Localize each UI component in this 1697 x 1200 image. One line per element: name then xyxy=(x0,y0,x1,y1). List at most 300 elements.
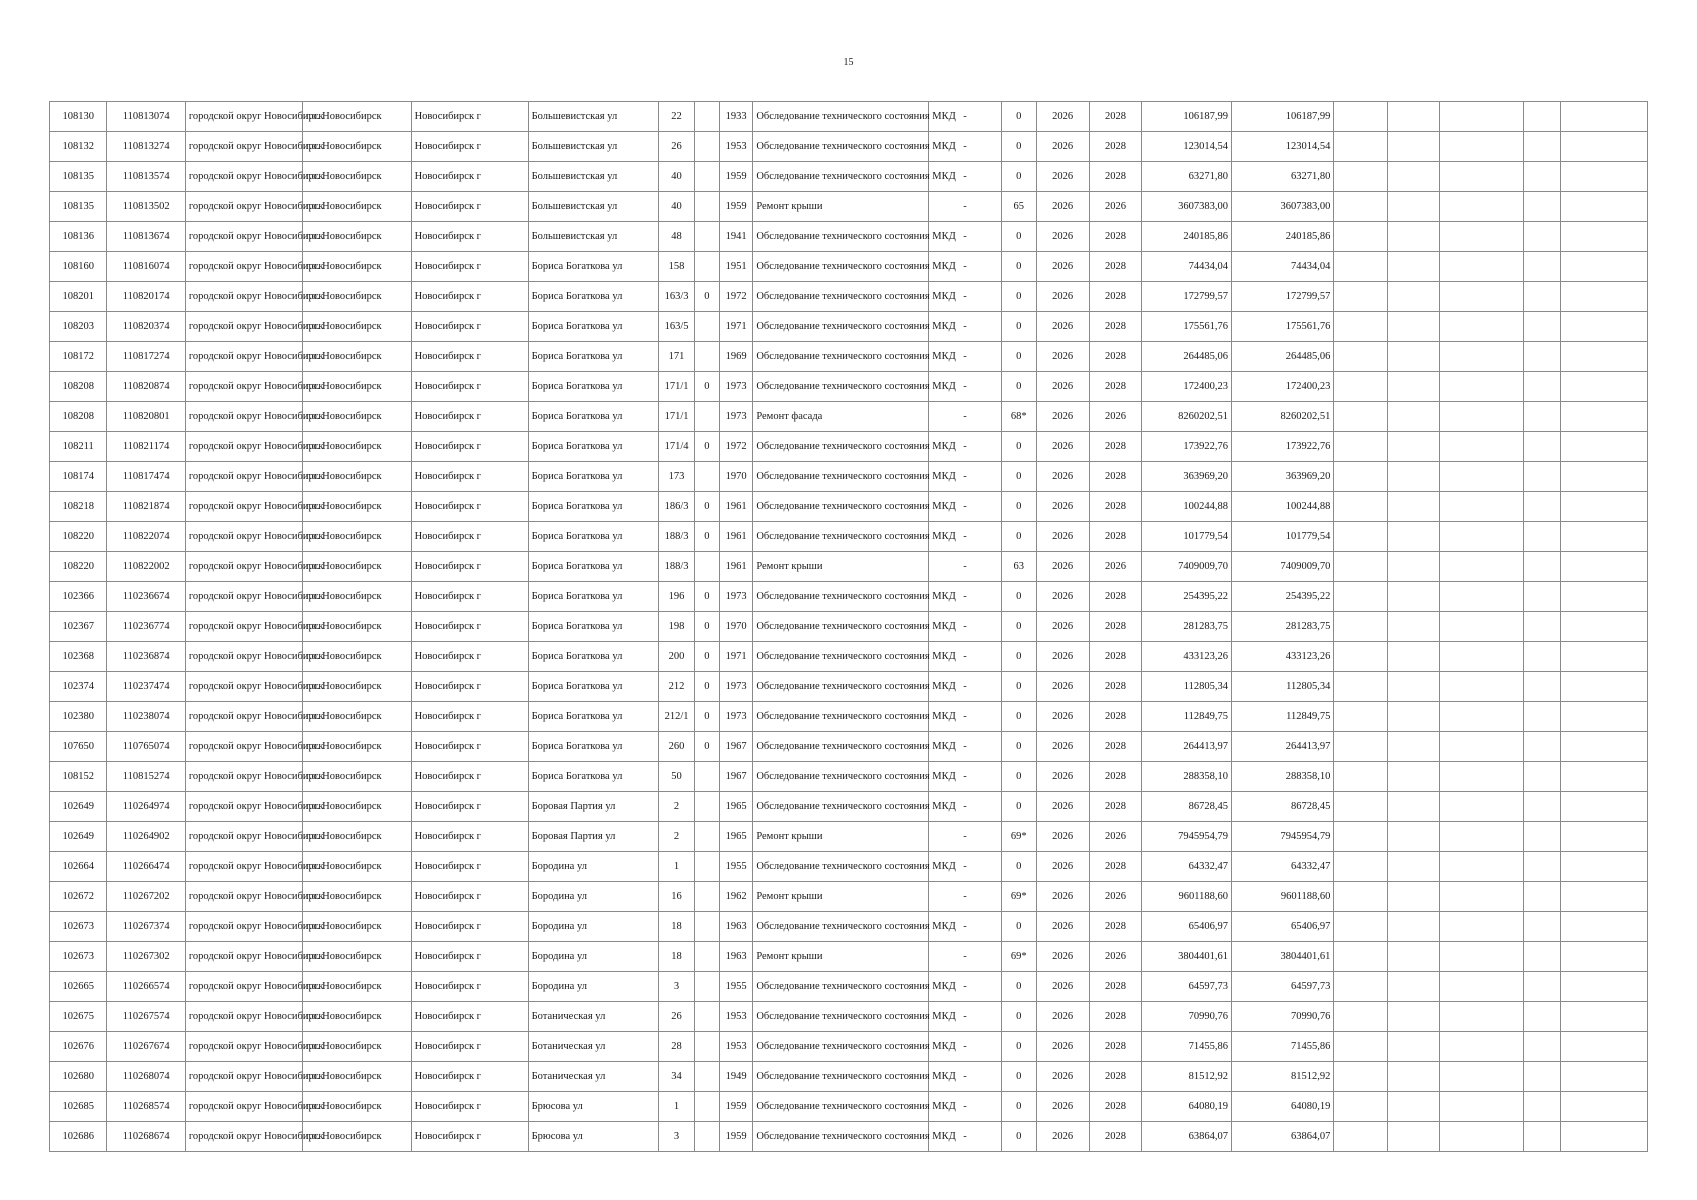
record-id: 108132 xyxy=(50,132,107,162)
district: г.о. Новосибирск xyxy=(302,972,411,1002)
build-year: 1967 xyxy=(719,732,752,762)
empty-cell xyxy=(1439,732,1523,762)
district: г.о. Новосибирск xyxy=(302,792,411,822)
empty-cell xyxy=(1439,582,1523,612)
work-type: Ремонт крыши xyxy=(753,942,929,972)
record-code: 110822074 xyxy=(107,522,185,552)
district: г.о. Новосибирск xyxy=(302,912,411,942)
street: Бородина ул xyxy=(528,852,659,882)
street: Большевистская ул xyxy=(528,192,659,222)
record-id: 102673 xyxy=(50,942,107,972)
municipality: городской округ Новосибирск xyxy=(185,462,302,492)
empty-cell xyxy=(1561,612,1648,642)
empty-cell xyxy=(1334,822,1387,852)
wear-percent: 63 xyxy=(1002,552,1036,582)
empty-cell xyxy=(1439,612,1523,642)
work-type: Ремонт крыши xyxy=(753,822,929,852)
cost-fund: 3607383,00 xyxy=(1231,192,1333,222)
empty-cell xyxy=(1561,102,1648,132)
dash-cell: - xyxy=(928,1122,1001,1152)
empty-cell xyxy=(1387,972,1439,1002)
build-year: 1959 xyxy=(719,162,752,192)
wear-percent: 0 xyxy=(1002,1032,1036,1062)
build-year: 1955 xyxy=(719,852,752,882)
wear-percent: 0 xyxy=(1002,312,1036,342)
cost-fund: 81512,92 xyxy=(1231,1062,1333,1092)
city: Новосибирск г xyxy=(411,1092,528,1122)
building-number xyxy=(694,222,719,252)
start-year: 2026 xyxy=(1036,402,1089,432)
district: г.о. Новосибирск xyxy=(302,402,411,432)
cost-fund: 112849,75 xyxy=(1231,702,1333,732)
empty-cell xyxy=(1561,642,1648,672)
work-type: Обследование технического состояния МКД xyxy=(753,1002,929,1032)
build-year: 1961 xyxy=(719,552,752,582)
city: Новосибирск г xyxy=(411,552,528,582)
dash-cell: - xyxy=(928,882,1001,912)
start-year: 2026 xyxy=(1036,882,1089,912)
build-year: 1961 xyxy=(719,522,752,552)
wear-percent: 0 xyxy=(1002,912,1036,942)
page-number: 15 xyxy=(843,57,854,68)
district: г.о. Новосибирск xyxy=(302,372,411,402)
empty-cell xyxy=(1523,192,1561,222)
build-year: 1951 xyxy=(719,252,752,282)
record-code: 110821874 xyxy=(107,492,185,522)
wear-percent: 0 xyxy=(1002,342,1036,372)
empty-cell xyxy=(1439,342,1523,372)
cost-total: 288358,10 xyxy=(1142,762,1232,792)
house-number: 212/1 xyxy=(659,702,695,732)
record-id: 108208 xyxy=(50,372,107,402)
empty-cell xyxy=(1439,1002,1523,1032)
district: г.о. Новосибирск xyxy=(302,942,411,972)
work-type: Обследование технического состояния МКД xyxy=(753,492,929,522)
empty-cell xyxy=(1439,1122,1523,1152)
street: Бориса Богаткова ул xyxy=(528,342,659,372)
building-number xyxy=(694,942,719,972)
wear-percent: 0 xyxy=(1002,432,1036,462)
building-number: 0 xyxy=(694,582,719,612)
dash-cell: - xyxy=(928,732,1001,762)
dash-cell: - xyxy=(928,792,1001,822)
empty-cell xyxy=(1334,762,1387,792)
record-code: 110813502 xyxy=(107,192,185,222)
end-year: 2028 xyxy=(1089,252,1141,282)
build-year: 1953 xyxy=(719,1032,752,1062)
cost-total: 112849,75 xyxy=(1142,702,1232,732)
city: Новосибирск г xyxy=(411,162,528,192)
house-number: 1 xyxy=(659,852,695,882)
house-number: 212 xyxy=(659,672,695,702)
house-number: 3 xyxy=(659,1122,695,1152)
cost-total: 264413,97 xyxy=(1142,732,1232,762)
wear-percent: 0 xyxy=(1002,972,1036,1002)
cost-fund: 175561,76 xyxy=(1231,312,1333,342)
record-code: 110813674 xyxy=(107,222,185,252)
empty-cell xyxy=(1387,402,1439,432)
empty-cell xyxy=(1387,282,1439,312)
work-type: Обследование технического состояния МКД xyxy=(753,702,929,732)
record-id: 108172 xyxy=(50,342,107,372)
city: Новосибирск г xyxy=(411,132,528,162)
municipality: городской округ Новосибирск xyxy=(185,792,302,822)
table-row xyxy=(50,462,1648,492)
start-year: 2026 xyxy=(1036,612,1089,642)
end-year: 2026 xyxy=(1089,882,1141,912)
record-code: 110267374 xyxy=(107,912,185,942)
street: Бориса Богаткова ул xyxy=(528,642,659,672)
empty-cell xyxy=(1561,282,1648,312)
municipality: городской округ Новосибирск xyxy=(185,1062,302,1092)
build-year: 1955 xyxy=(719,972,752,1002)
street: Бориса Богаткова ул xyxy=(528,312,659,342)
empty-cell xyxy=(1523,1092,1561,1122)
empty-cell xyxy=(1334,702,1387,732)
cost-fund: 101779,54 xyxy=(1231,522,1333,552)
start-year: 2026 xyxy=(1036,372,1089,402)
build-year: 1965 xyxy=(719,822,752,852)
record-code: 110813574 xyxy=(107,162,185,192)
city: Новосибирск г xyxy=(411,492,528,522)
work-type: Обследование технического состояния МКД xyxy=(753,852,929,882)
district: г.о. Новосибирск xyxy=(302,672,411,702)
street: Бориса Богаткова ул xyxy=(528,582,659,612)
wear-percent: 0 xyxy=(1002,762,1036,792)
cost-total: 86728,45 xyxy=(1142,792,1232,822)
district: г.о. Новосибирск xyxy=(302,702,411,732)
wear-percent: 0 xyxy=(1002,462,1036,492)
empty-cell xyxy=(1439,222,1523,252)
dash-cell: - xyxy=(928,942,1001,972)
cost-total: 3804401,61 xyxy=(1142,942,1232,972)
city: Новосибирск г xyxy=(411,582,528,612)
record-id: 108174 xyxy=(50,462,107,492)
empty-cell xyxy=(1523,162,1561,192)
empty-cell xyxy=(1523,222,1561,252)
empty-cell xyxy=(1523,642,1561,672)
end-year: 2028 xyxy=(1089,672,1141,702)
city: Новосибирск г xyxy=(411,792,528,822)
build-year: 1965 xyxy=(719,792,752,822)
municipality: городской округ Новосибирск xyxy=(185,672,302,702)
empty-cell xyxy=(1387,852,1439,882)
record-code: 110267574 xyxy=(107,1002,185,1032)
work-type: Обследование технического состояния МКД xyxy=(753,762,929,792)
empty-cell xyxy=(1523,1122,1561,1152)
empty-cell xyxy=(1439,492,1523,522)
wear-percent: 0 xyxy=(1002,642,1036,672)
building-number: 0 xyxy=(694,702,719,732)
empty-cell xyxy=(1387,432,1439,462)
cost-fund: 71455,86 xyxy=(1231,1032,1333,1062)
empty-cell xyxy=(1523,312,1561,342)
end-year: 2028 xyxy=(1089,132,1141,162)
empty-cell xyxy=(1523,342,1561,372)
record-id: 108211 xyxy=(50,432,107,462)
capital-repair-table xyxy=(49,101,1648,1152)
wear-percent: 0 xyxy=(1002,852,1036,882)
empty-cell xyxy=(1387,672,1439,702)
work-type: Обследование технического состояния МКД xyxy=(753,1062,929,1092)
building-number: 0 xyxy=(694,372,719,402)
end-year: 2028 xyxy=(1089,462,1141,492)
wear-percent: 0 xyxy=(1002,522,1036,552)
house-number: 16 xyxy=(659,882,695,912)
street: Бородина ул xyxy=(528,882,659,912)
district: г.о. Новосибирск xyxy=(302,132,411,162)
district: г.о. Новосибирск xyxy=(302,162,411,192)
municipality: городской округ Новосибирск xyxy=(185,372,302,402)
building-number xyxy=(694,312,719,342)
cost-fund: 63864,07 xyxy=(1231,1122,1333,1152)
street: Бородина ул xyxy=(528,972,659,1002)
record-code: 110236774 xyxy=(107,612,185,642)
street: Бориса Богаткова ул xyxy=(528,762,659,792)
district: г.о. Новосибирск xyxy=(302,1092,411,1122)
table-row xyxy=(50,1092,1648,1122)
empty-cell xyxy=(1439,762,1523,792)
record-id: 102367 xyxy=(50,612,107,642)
district: г.о. Новосибирск xyxy=(302,492,411,522)
record-id: 102374 xyxy=(50,672,107,702)
house-number: 200 xyxy=(659,642,695,672)
record-id: 102665 xyxy=(50,972,107,1002)
cost-fund: 64332,47 xyxy=(1231,852,1333,882)
empty-cell xyxy=(1561,162,1648,192)
table-row xyxy=(50,222,1648,252)
street: Бориса Богаткова ул xyxy=(528,372,659,402)
municipality: городской округ Новосибирск xyxy=(185,822,302,852)
dash-cell: - xyxy=(928,642,1001,672)
empty-cell xyxy=(1561,732,1648,762)
street: Большевистская ул xyxy=(528,222,659,252)
cost-total: 100244,88 xyxy=(1142,492,1232,522)
empty-cell xyxy=(1439,882,1523,912)
table-row xyxy=(50,972,1648,1002)
empty-cell xyxy=(1561,822,1648,852)
work-type: Обследование технического состояния МКД xyxy=(753,372,929,402)
empty-cell xyxy=(1439,822,1523,852)
empty-cell xyxy=(1523,702,1561,732)
city: Новосибирск г xyxy=(411,702,528,732)
empty-cell xyxy=(1387,252,1439,282)
building-number: 0 xyxy=(694,282,719,312)
record-code: 110268074 xyxy=(107,1062,185,1092)
end-year: 2028 xyxy=(1089,372,1141,402)
cost-fund: 100244,88 xyxy=(1231,492,1333,522)
build-year: 1973 xyxy=(719,582,752,612)
empty-cell xyxy=(1334,432,1387,462)
wear-percent: 0 xyxy=(1002,252,1036,282)
empty-cell xyxy=(1439,162,1523,192)
building-number: 0 xyxy=(694,732,719,762)
record-code: 110268674 xyxy=(107,1122,185,1152)
municipality: городской округ Новосибирск xyxy=(185,132,302,162)
record-id: 102686 xyxy=(50,1122,107,1152)
street: Бородина ул xyxy=(528,942,659,972)
empty-cell xyxy=(1561,1062,1648,1092)
city: Новосибирск г xyxy=(411,672,528,702)
empty-cell xyxy=(1561,702,1648,732)
start-year: 2026 xyxy=(1036,1122,1089,1152)
empty-cell xyxy=(1561,342,1648,372)
end-year: 2028 xyxy=(1089,642,1141,672)
dash-cell: - xyxy=(928,372,1001,402)
empty-cell xyxy=(1387,462,1439,492)
table-row xyxy=(50,1122,1648,1152)
record-code: 110813274 xyxy=(107,132,185,162)
empty-cell xyxy=(1334,972,1387,1002)
wear-percent: 68* xyxy=(1002,402,1036,432)
street: Бориса Богаткова ул xyxy=(528,522,659,552)
cost-fund: 9601188,60 xyxy=(1231,882,1333,912)
dash-cell: - xyxy=(928,552,1001,582)
table-row xyxy=(50,942,1648,972)
district: г.о. Новосибирск xyxy=(302,732,411,762)
table-row xyxy=(50,1032,1648,1062)
empty-cell xyxy=(1387,492,1439,522)
end-year: 2028 xyxy=(1089,432,1141,462)
empty-cell xyxy=(1523,462,1561,492)
empty-cell xyxy=(1561,462,1648,492)
empty-cell xyxy=(1334,882,1387,912)
district: г.о. Новосибирск xyxy=(302,552,411,582)
house-number: 171/1 xyxy=(659,402,695,432)
building-number xyxy=(694,1092,719,1122)
empty-cell xyxy=(1334,192,1387,222)
empty-cell xyxy=(1523,492,1561,522)
record-id: 108208 xyxy=(50,402,107,432)
empty-cell xyxy=(1523,732,1561,762)
start-year: 2026 xyxy=(1036,282,1089,312)
record-id: 102675 xyxy=(50,1002,107,1032)
dash-cell: - xyxy=(928,102,1001,132)
end-year: 2026 xyxy=(1089,822,1141,852)
empty-cell xyxy=(1561,882,1648,912)
work-type: Обследование технического состояния МКД xyxy=(753,1032,929,1062)
end-year: 2026 xyxy=(1089,552,1141,582)
cost-total: 281283,75 xyxy=(1142,612,1232,642)
municipality: городской округ Новосибирск xyxy=(185,1092,302,1122)
start-year: 2026 xyxy=(1036,342,1089,372)
district: г.о. Новосибирск xyxy=(302,342,411,372)
empty-cell xyxy=(1561,1032,1648,1062)
house-number: 1 xyxy=(659,1092,695,1122)
empty-cell xyxy=(1523,972,1561,1002)
building-number xyxy=(694,912,719,942)
build-year: 1973 xyxy=(719,702,752,732)
house-number: 34 xyxy=(659,1062,695,1092)
start-year: 2026 xyxy=(1036,702,1089,732)
end-year: 2026 xyxy=(1089,402,1141,432)
record-code: 110264974 xyxy=(107,792,185,822)
table-row xyxy=(50,882,1648,912)
empty-cell xyxy=(1439,702,1523,732)
dash-cell: - xyxy=(928,582,1001,612)
wear-percent: 0 xyxy=(1002,372,1036,402)
empty-cell xyxy=(1439,552,1523,582)
end-year: 2028 xyxy=(1089,762,1141,792)
start-year: 2026 xyxy=(1036,1002,1089,1032)
empty-cell xyxy=(1561,132,1648,162)
build-year: 1933 xyxy=(719,102,752,132)
empty-cell xyxy=(1387,762,1439,792)
empty-cell xyxy=(1523,792,1561,822)
municipality: городской округ Новосибирск xyxy=(185,522,302,552)
work-type: Обследование технического состояния МКД xyxy=(753,432,929,462)
record-id: 108201 xyxy=(50,282,107,312)
work-type: Ремонт крыши xyxy=(753,192,929,222)
start-year: 2026 xyxy=(1036,492,1089,522)
dash-cell: - xyxy=(928,342,1001,372)
build-year: 1969 xyxy=(719,342,752,372)
street: Большевистская ул xyxy=(528,132,659,162)
empty-cell xyxy=(1387,522,1439,552)
cost-total: 106187,99 xyxy=(1142,102,1232,132)
table-row xyxy=(50,612,1648,642)
table-row xyxy=(50,342,1648,372)
city: Новосибирск г xyxy=(411,762,528,792)
municipality: городской округ Новосибирск xyxy=(185,252,302,282)
empty-cell xyxy=(1523,822,1561,852)
wear-percent: 0 xyxy=(1002,582,1036,612)
end-year: 2026 xyxy=(1089,942,1141,972)
empty-cell xyxy=(1561,1122,1648,1152)
empty-cell xyxy=(1439,432,1523,462)
empty-cell xyxy=(1334,642,1387,672)
cost-total: 101779,54 xyxy=(1142,522,1232,552)
house-number: 48 xyxy=(659,222,695,252)
wear-percent: 0 xyxy=(1002,282,1036,312)
cost-total: 173922,76 xyxy=(1142,432,1232,462)
cost-total: 3607383,00 xyxy=(1142,192,1232,222)
record-code: 110817274 xyxy=(107,342,185,372)
municipality: городской округ Новосибирск xyxy=(185,732,302,762)
dash-cell: - xyxy=(928,1002,1001,1032)
cost-total: 81512,92 xyxy=(1142,1062,1232,1092)
end-year: 2028 xyxy=(1089,1062,1141,1092)
dash-cell: - xyxy=(928,402,1001,432)
district: г.о. Новосибирск xyxy=(302,1122,411,1152)
city: Новосибирск г xyxy=(411,1122,528,1152)
street: Ботаническая ул xyxy=(528,1002,659,1032)
wear-percent: 0 xyxy=(1002,672,1036,702)
empty-cell xyxy=(1334,402,1387,432)
record-code: 110266474 xyxy=(107,852,185,882)
empty-cell xyxy=(1561,912,1648,942)
empty-cell xyxy=(1439,372,1523,402)
empty-cell xyxy=(1334,1122,1387,1152)
build-year: 1949 xyxy=(719,1062,752,1092)
table-row xyxy=(50,402,1648,432)
dash-cell: - xyxy=(928,972,1001,1002)
house-number: 50 xyxy=(659,762,695,792)
cost-fund: 172799,57 xyxy=(1231,282,1333,312)
empty-cell xyxy=(1561,402,1648,432)
end-year: 2028 xyxy=(1089,582,1141,612)
building-number: 0 xyxy=(694,642,719,672)
table-row xyxy=(50,702,1648,732)
dash-cell: - xyxy=(928,312,1001,342)
record-id: 108218 xyxy=(50,492,107,522)
table-body xyxy=(50,102,1648,1152)
start-year: 2026 xyxy=(1036,312,1089,342)
table-row xyxy=(50,252,1648,282)
empty-cell xyxy=(1523,942,1561,972)
work-type: Обследование технического состояния МКД xyxy=(753,102,929,132)
record-code: 110268574 xyxy=(107,1092,185,1122)
